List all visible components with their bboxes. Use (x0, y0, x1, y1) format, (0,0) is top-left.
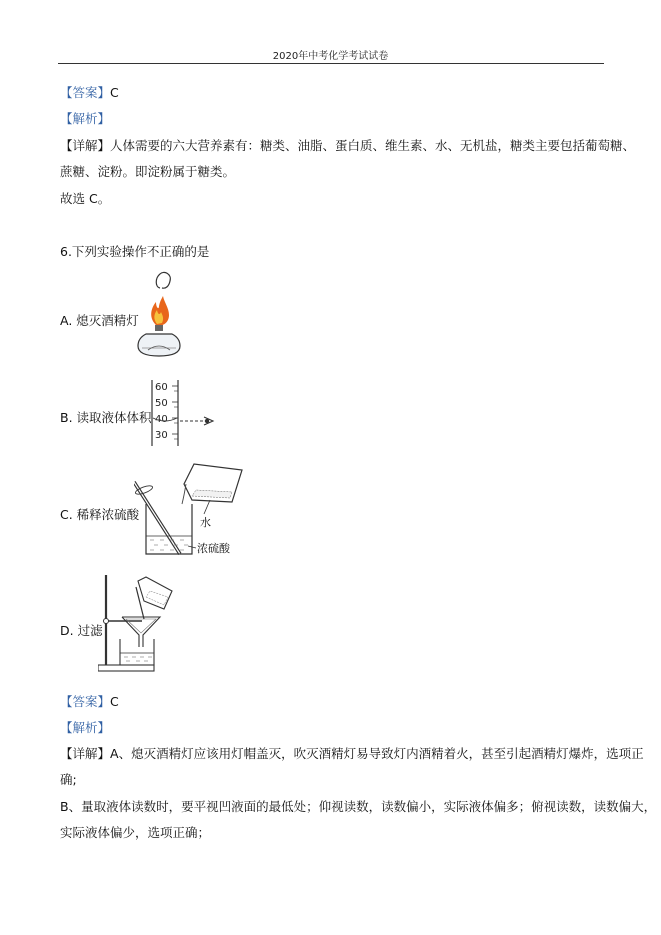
option-b-label: B. 读取液体体积 (60, 410, 152, 425)
q6-answer: C (110, 694, 119, 709)
q6-detail-b-line2: 实际液体偏少，选项正确； (60, 825, 211, 840)
water-label: 水 (200, 516, 211, 529)
q6-detail-a-text1: A、熄灭酒精灯应该用灯帽盖灭，吹灭酒精灯易导致灯内酒精着火，甚至引起酒精灯爆炸，选项正 (110, 746, 644, 761)
header-divider (58, 63, 604, 64)
q5-detail-text1: 人体需要的六大营养素有：糖类、油脂、蛋白质、维生素、水、无机盐，糖类主要包括葡萄糖、 (110, 138, 636, 153)
q6-answer-tag: 【答案】 (60, 694, 111, 709)
option-c-label: C. 稀释浓硫酸 (60, 507, 140, 522)
q6-detail-a-line2: 确; (60, 772, 77, 787)
tick-label-40: 40 (155, 414, 168, 425)
dilution-figure (134, 460, 254, 560)
q5-detail-tag: 【详解】 (60, 138, 111, 153)
q5-answer-tag: 【答案】 (60, 85, 111, 100)
lamp-cap-icon (156, 272, 170, 288)
q5-conclusion: 故选 C。 (60, 191, 111, 206)
q6-detail-tag: 【详解】 (60, 746, 111, 761)
q6-question: 6.下列实验操作不正确的是 (60, 244, 210, 259)
lamp-body-icon (138, 334, 180, 356)
option-d-label: D. 过滤 (60, 623, 103, 638)
acid-label: 浓硫酸 (197, 542, 230, 555)
page-header-title: 2020年中考化学考试试卷 (272, 51, 389, 62)
q6-analysis-tag: 【解析】 (60, 720, 111, 735)
filtration-figure (98, 573, 180, 673)
q6-detail-a-line1 (60, 746, 644, 762)
option-a-label: A. 熄灭酒精灯 (60, 313, 139, 328)
q5-answer-line (60, 85, 119, 101)
q6-answer-line (60, 694, 119, 710)
q5-detail-line1 (60, 138, 635, 154)
alcohol-lamp-figure (136, 268, 186, 364)
graduated-cylinder-figure (146, 378, 226, 448)
q5-answer: C (110, 85, 119, 100)
q5-analysis-tag: 【解析】 (60, 111, 111, 126)
tick-label-50: 50 (155, 398, 168, 409)
tick-label-30: 30 (155, 430, 168, 441)
tick-label-60: 60 (155, 382, 168, 393)
pour-beaker-icon (138, 577, 172, 609)
q5-detail-line2: 蔗糖、淀粉。即淀粉属于糖类。 (60, 164, 236, 179)
q6-detail-b-line1: B、量取液体读数时，要平视凹液面的最低处；仰视读数，读数偏小，实际液体偏多；俯视读数，读数偏大， (60, 799, 657, 814)
